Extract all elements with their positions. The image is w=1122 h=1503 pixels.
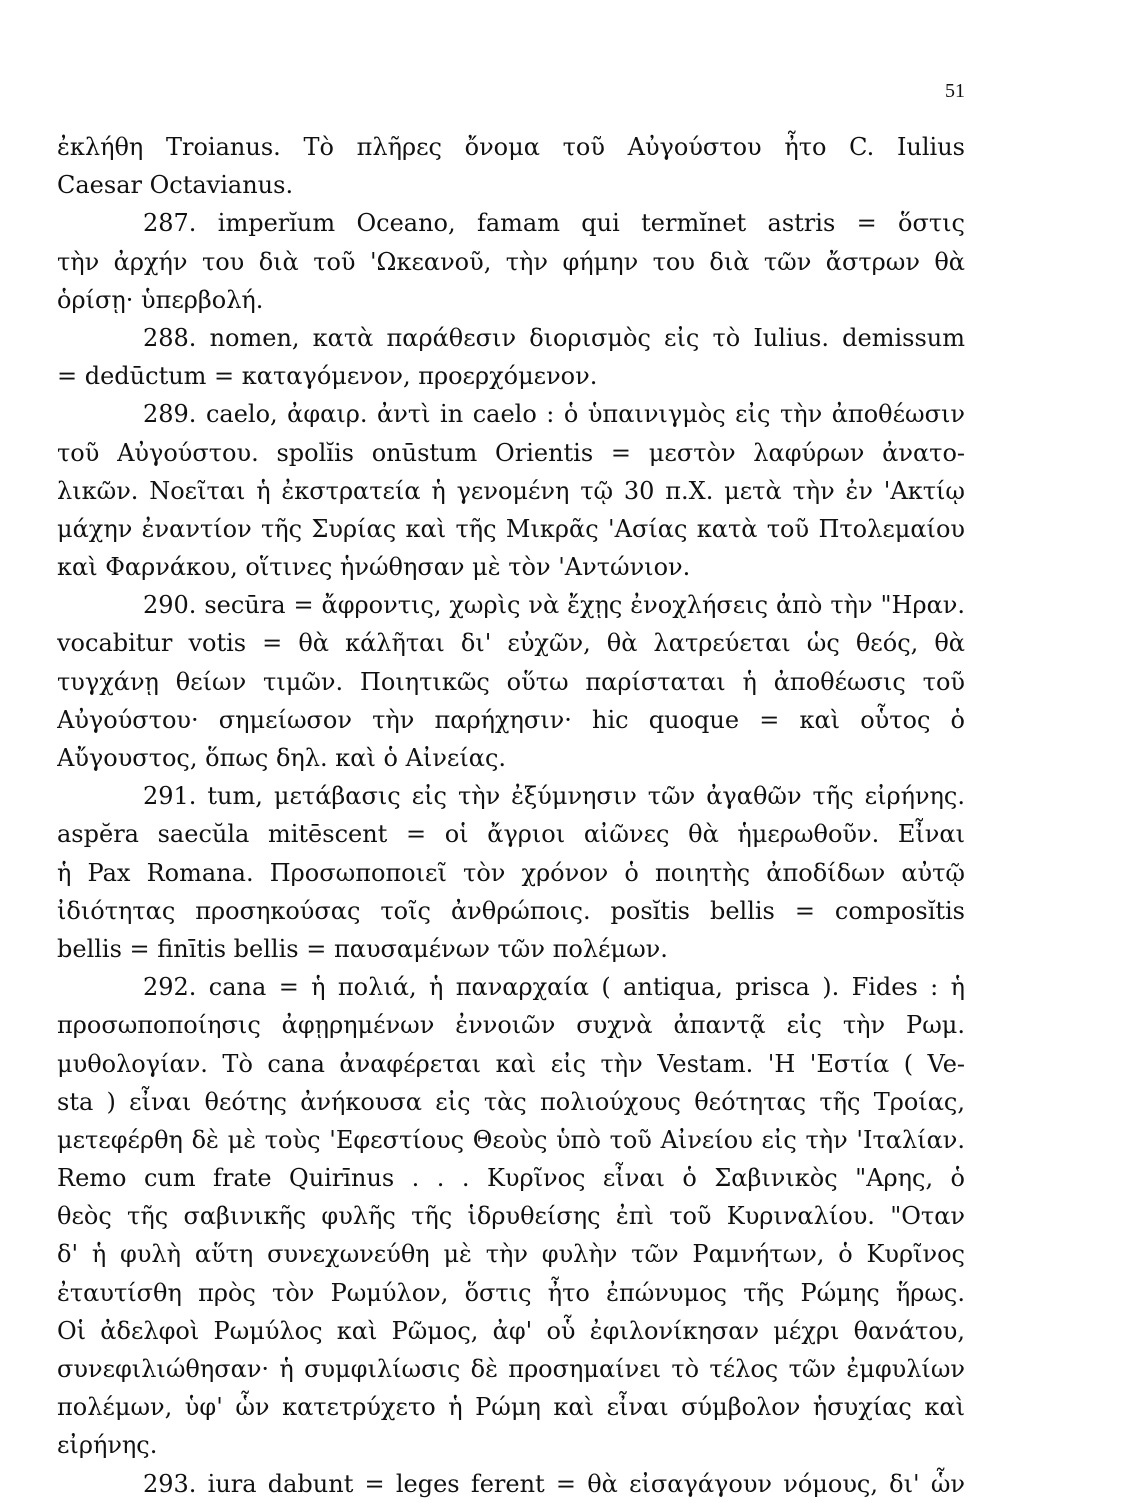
text-line: εἰρήνης. xyxy=(57,1431,158,1460)
text-line: ἐταυτίσθη πρὸς τὸν Ρωμύλον, ὅστις ἦτο ἐπώνυμος τῆς Ρώμης ἥρως. xyxy=(57,1278,965,1307)
text-line: vocabitur votis = θὰ κάλῆται δι' εὐχῶν, θὰ λατρεύεται ὡς θεός, θὰ xyxy=(57,629,965,658)
text-line: bellis = finītis bellis = παυσαμένων τῶν πολέμων. xyxy=(57,934,668,963)
text-line: Αὐγούστου· σημείωσον τὴν παρήχησιν· hic quoque = καὶ οὗτος ὁ xyxy=(57,705,965,734)
text-line: = dedūctum = καταγόμενον, προερχόμενον. xyxy=(57,362,598,391)
text-line: καὶ Φαρνάκου, οἵτινες ἡνώθησαν μὲ τὸν 'Αντώνιον. xyxy=(57,553,691,582)
text-line: Οἱ ἀδελφοὶ Ρωμύλος καὶ Ρῶμος, ἀφ' οὗ ἐφιλονίκησαν μέχρι θανάτου, xyxy=(57,1316,965,1345)
text-line: 292. cana = ἡ πολιά, ἡ παναρχαία ( antiqua, prisca ). Fides : ἡ xyxy=(143,973,965,1002)
text-line: τυγχάνῃ θείων τιμῶν. Ποιητικῶς οὕτω παρίσταται ἡ ἀποθέωσις τοῦ xyxy=(57,667,965,696)
text-line: ἡ Pax Romana. Προσωποποιεῖ τὸν χρόνον ὁ ποιητὴς ἀποδίδων αὐτῷ xyxy=(57,858,965,887)
text-line: τοῦ Αὐγούστου. spolĭis onūstum Orientis = μεστὸν λαφύρων ἀνατο- xyxy=(57,438,965,467)
text-line: 288. nomen, κατὰ παράθεσιν διορισμὸς εἰς τὸ Iulius. demissum xyxy=(143,323,965,352)
text-line: συνεφιλιώθησαν· ἡ συμφιλίωσις δὲ προσημαίνει τὸ τέλος τῶν ἐμφυλίων xyxy=(57,1355,965,1383)
text-line: δ' ἡ φυλὴ αὕτη συνεχωνεύθη μὲ τὴν φυλὴν τῶν Ραμνήτων, ὁ Κυρῖνος xyxy=(57,1240,965,1269)
text-line: μετεφέρθη δὲ μὲ τοὺς 'Εφεστίους Θεοὺς ὑπὸ τοῦ Αἰνείου εἰς τὴν 'Ιταλίαν. xyxy=(57,1125,965,1154)
text-line: προσωποποίησις ἀφῃρημένων ἐννοιῶν συχνὰ ἀπαντᾷ εἰς τὴν Ρωμ. xyxy=(57,1011,965,1040)
text-line: ὁρίσῃ· ὑπερβολή. xyxy=(57,285,264,314)
text-line: λικῶν. Νοεῖται ἡ ἐκστρατεία ἡ γενομένη τῷ 30 π.Χ. μετὰ τὴν ἐν 'Ακτίῳ xyxy=(57,476,965,505)
text-line: μυθολογίαν. Τὸ cana ἀναφέρεται καὶ εἰς τὴν Vestam. 'Η 'Εστία ( Ve- xyxy=(57,1049,965,1078)
text-line: Αὔγουστος, ὅπως δηλ. καὶ ὁ Αἰνείας. xyxy=(57,744,507,772)
text-line: 289. caelo, ἀφαιρ. ἀντὶ in caelo : ὁ ὑπαινιγμὸς εἰς τὴν ἀποθέωσιν xyxy=(143,400,965,429)
text-line: τὴν ἀρχήν του διὰ τοῦ 'Ωκεανοῦ, τὴν φήμην του διὰ τῶν ἄστρων θὰ xyxy=(57,247,965,276)
text-line: 290. secūra = ἄφροντις, χωρὶς νὰ ἔχῃς ἐνοχλήσεις ἀπὸ τὴν "Ηραν. xyxy=(143,591,965,620)
text-line: θεὸς τῆς σαβινικῆς φυλῆς τῆς ἱδρυθείσης ἐπὶ τοῦ Κυριναλίου. "Οταν xyxy=(57,1202,965,1231)
text-line: Caesar Octavianus. xyxy=(57,171,294,200)
commentary-text xyxy=(57,128,965,1503)
text-line: aspĕra saecŭla mitēscent = οἱ ἄγριοι αἰῶνες θὰ ἡμερωθοῦν. Εἶναι xyxy=(57,820,965,849)
text-line: 287. imperĭum Oceano, famam qui termĭnet astris = ὅστις xyxy=(143,209,965,238)
text-line: πολέμων, ὑφ' ὧν κατετρύχετο ἡ Ρώμη καὶ εἶναι σύμβολον ἡσυχίας καὶ xyxy=(57,1393,965,1422)
text-line: sta ) εἶναι θεότης ἀνήκουσα εἰς τὰς πολιούχους θεότητας τῆς Τροίας, xyxy=(57,1087,965,1116)
text-line: 291. tum, μετάβασις εἰς τὴν ἐξύμνησιν τῶν ἀγαθῶν τῆς εἰρήνης. xyxy=(143,782,965,811)
page-number: 51 xyxy=(945,80,965,102)
text-line: ἰδιότητας προσηκούσας τοῖς ἀνθρώποις. posĭtis bellis = composĭtis xyxy=(57,896,965,925)
text-line: Remo cum frate Quirīnus . . . Κυρῖνος εἶναι ὁ Σαβινικὸς "Αρης, ὁ xyxy=(57,1164,965,1193)
text-line: ἐκλήθη Troianus. Τὸ πλῆρες ὄνομα τοῦ Αὐγούστου ἦτο C. Iulius xyxy=(57,133,965,161)
text-line: 293. iura dabunt = leges ferent = θὰ εἰσαγάγουν νόμους, δι' ὧν xyxy=(143,1469,965,1498)
text-line: μάχην ἐναντίον τῆς Συρίας καὶ τῆς Μικρᾶς 'Ασίας κατὰ τοῦ Πτολεμαίου xyxy=(57,514,965,543)
